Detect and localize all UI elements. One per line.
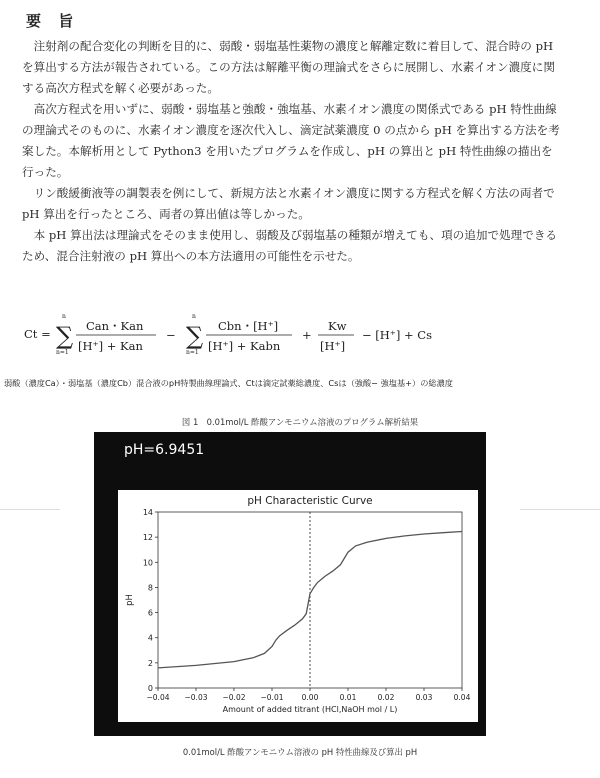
term1-numerator: Can・Kan xyxy=(86,319,144,333)
minus-sign: − xyxy=(166,328,176,342)
abstract-paragraph: 本 pH 算出法は理論式をそのまま使用し、弱酸及び弱塩基の種類が増えても、項の追加で処理できるため、混合注射液の pH 算出への本方法適用の可能性を示せた。 xyxy=(22,228,558,263)
term3-denominator: [H⁺] xyxy=(320,339,346,353)
formula-tail: − [H⁺] + Cs xyxy=(362,328,433,342)
sum-upper: n xyxy=(62,313,66,320)
ph-characteristic-chart xyxy=(118,490,478,722)
y-tick-label: 14 xyxy=(142,508,153,517)
sigma-symbol: ∑ xyxy=(186,322,204,350)
y-tick-label: 6 xyxy=(147,608,153,618)
y-tick-label: 0 xyxy=(147,684,153,693)
y-tick-label: 4 xyxy=(147,633,153,643)
term2-numerator: Cbn・[H⁺] xyxy=(218,319,279,333)
sum-lower: n=1 xyxy=(186,349,199,356)
x-tick-label: 0.04 xyxy=(453,693,471,702)
chart-title: pH Characteristic Curve xyxy=(247,495,373,507)
figure-title: 図 1 0.01mol/L 酢酸アンモニウム溶液のプログラム解析結果 xyxy=(181,417,419,427)
term3-numerator: Kw xyxy=(328,319,347,333)
x-axis-label: Amount of added titrant (HCl,NaOH mol / L) xyxy=(222,705,398,714)
term2-denominator: [H⁺] + Kabn xyxy=(208,339,281,353)
ph-readout: pH=6.9451 xyxy=(124,442,205,458)
sum-lower: n=1 xyxy=(56,349,69,356)
sum-upper: n xyxy=(192,313,196,320)
section-heading: 要 旨 xyxy=(26,12,80,30)
abstract-paragraph: リン酸緩衝液等の調製表を例にして、新規方法と水素イオン濃度に関する方程式を解く方法の両者で pH 算出を行ったところ、両者の算出値は等しかった。 xyxy=(22,186,555,221)
ph-curve-series xyxy=(158,532,462,668)
formula-lhs: Ct = xyxy=(24,327,51,341)
term1-denominator: [H⁺] + Kan xyxy=(78,339,143,353)
formula-caption: 弱酸（濃度Ca）・弱塩基（濃度Cb）混合液のpH特製曲線理論式、Ctは滴定試薬総濃度、Csは（強酸− 強塩基+）の総濃度 xyxy=(4,378,453,388)
y-axis-label: pH xyxy=(125,594,135,606)
program-output-screenshot xyxy=(94,432,486,736)
chart-panel xyxy=(118,490,478,722)
y-tick-label: 8 xyxy=(147,583,153,593)
sigma-symbol: ∑ xyxy=(56,322,74,350)
abstract-paragraph: 注射剤の配合変化の判断を目的に、弱酸・弱塩基性薬物の濃度と解離定数に着目して、混合時の pH を算出する方法が報告されている。この方法は解離平衡の理論式をさらに展開し、水素イオン濃度に関する高次方程式を解く必要があった。 xyxy=(22,39,555,95)
ph-curve-formula xyxy=(22,310,582,358)
x-tick-label: 0.02 xyxy=(377,693,395,702)
divider xyxy=(520,509,600,510)
x-tick-label: −0.02 xyxy=(222,693,246,702)
y-tick-label: 2 xyxy=(147,658,153,668)
x-tick-label: 0.01 xyxy=(339,693,357,702)
abstract-body xyxy=(22,36,562,267)
plus-sign: + xyxy=(302,328,312,342)
x-tick-label: −0.04 xyxy=(146,693,170,702)
divider xyxy=(0,509,60,510)
y-tick-label: 10 xyxy=(142,558,153,568)
y-tick-label: 12 xyxy=(142,533,153,543)
abstract-paragraph: 高次方程式を用いずに、弱酸・弱塩基と強酸・強塩基、水素イオン濃度の関係式である pH 特性曲線の理論式そのものに、水素イオン濃度を逐次代入し、滴定試薬濃度 0 の点から pH を算出する方法を考案した。本解析用として Python3 を用いたプログラムを作成し、pH の算出と pH 特性曲線の描出を行った。 xyxy=(22,102,560,179)
x-tick-label: 0.00 xyxy=(301,693,319,702)
x-tick-label: −0.01 xyxy=(260,693,284,702)
figure-caption: 0.01mol/L 酢酸アンモニウム溶液の pH 特性曲線及び算出 pH xyxy=(182,747,418,757)
x-tick-label: 0.03 xyxy=(415,693,433,702)
x-tick-label: −0.03 xyxy=(184,693,208,702)
